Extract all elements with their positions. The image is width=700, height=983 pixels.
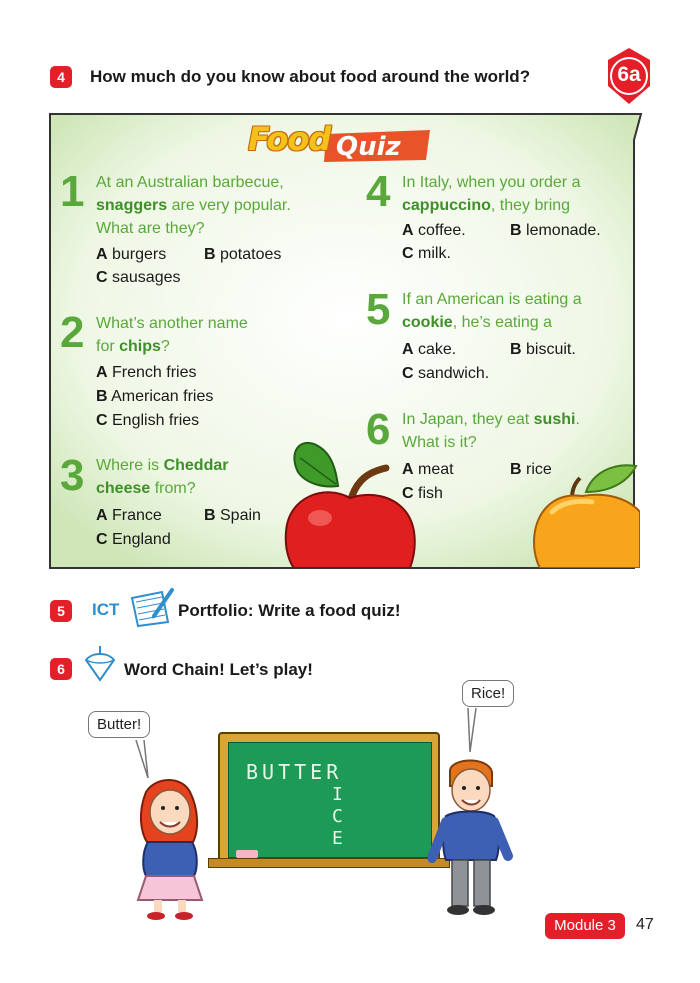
- ict-label: ICT: [92, 600, 120, 619]
- question-2-text: What’s another name for chips?: [96, 315, 248, 355]
- question-4-text: In Italy, when you order a cappuccino, they bring: [402, 174, 581, 214]
- task-5-number-badge: 5: [50, 600, 72, 622]
- question-5-option-c: C sandwich.: [402, 365, 490, 382]
- question-2-number: 2: [60, 308, 85, 357]
- speech-bubble-girl: Butter!: [88, 711, 150, 738]
- food-quiz-logo: [244, 120, 434, 164]
- logo-word-quiz: Quiz: [336, 132, 401, 162]
- task-6-number-badge: 6: [50, 658, 72, 680]
- question-4-option-b: B lemonade.: [510, 222, 601, 239]
- question-3-text: Where is Cheddar cheese from?: [96, 457, 229, 497]
- question-5-option-a: A cake.: [402, 341, 457, 358]
- question-4-number: 4: [366, 167, 391, 216]
- question-5-number: 5: [366, 285, 391, 334]
- question-1-option-a: A burgers: [96, 246, 167, 263]
- board-word-across: BUTTER: [246, 760, 343, 784]
- chalk-tray: [208, 858, 450, 868]
- girl-illustration: [128, 772, 214, 920]
- question-2-option-a: A French fries: [96, 364, 197, 381]
- apple-illustration: [280, 432, 420, 568]
- chalk-eraser: [236, 850, 258, 858]
- question-6-text: In Japan, they eat sushi. What is it?: [402, 411, 580, 451]
- boy-illustration: [428, 756, 514, 918]
- logo-word-food: Food: [248, 120, 331, 158]
- task-6-title: Word Chain! Let’s play!: [124, 660, 313, 679]
- speech-bubble-boy: Rice!: [462, 680, 514, 707]
- question-5-option-b: B biscuit.: [510, 341, 576, 358]
- question-2-option-c: C English fries: [96, 412, 200, 429]
- portfolio-icon: [128, 586, 174, 628]
- orange-illustration: [532, 452, 640, 568]
- question-1-option-b: B potatoes: [204, 246, 282, 263]
- food-quiz-card: [48, 112, 643, 570]
- spinning-top-icon: [82, 644, 118, 684]
- question-3-number: 3: [60, 451, 85, 500]
- question-6-option-a: A meat: [402, 461, 454, 478]
- task-title: How much do you know about food around the world?: [90, 67, 531, 86]
- question-6-option-b: B rice: [510, 461, 552, 478]
- question-1-number: 1: [60, 167, 85, 216]
- question-3-option-b: B Spain: [204, 507, 261, 524]
- question-3-option-a: A France: [96, 507, 162, 524]
- question-4-option-a: A coffee.: [402, 222, 466, 239]
- task-5-title: Portfolio: Write a food quiz!: [178, 601, 401, 620]
- chalkboard: [218, 732, 440, 866]
- question-1-option-c: C sausages: [96, 269, 181, 286]
- unit-badge-label: 6a: [617, 63, 641, 86]
- question-1-text: At an Australian barbecue, snaggers are very popular. What are they?: [96, 174, 291, 237]
- question-2-option-b: B American fries: [96, 388, 214, 405]
- unit-badge: [606, 46, 652, 108]
- task-number-badge: 4: [50, 66, 72, 88]
- speech-bubble-boy-tail: [462, 708, 482, 754]
- module-badge: Module 3: [545, 913, 625, 939]
- board-word-down: I C E: [332, 784, 343, 849]
- question-6-number: 6: [366, 405, 391, 454]
- question-5-text: If an American is eating a cookie, he’s eating a: [402, 291, 582, 331]
- question-4-option-c: C milk.: [402, 245, 451, 262]
- question-6-option-c: C fish: [402, 485, 443, 502]
- question-3-option-c: C England: [96, 531, 171, 548]
- page-number: 47: [636, 916, 654, 933]
